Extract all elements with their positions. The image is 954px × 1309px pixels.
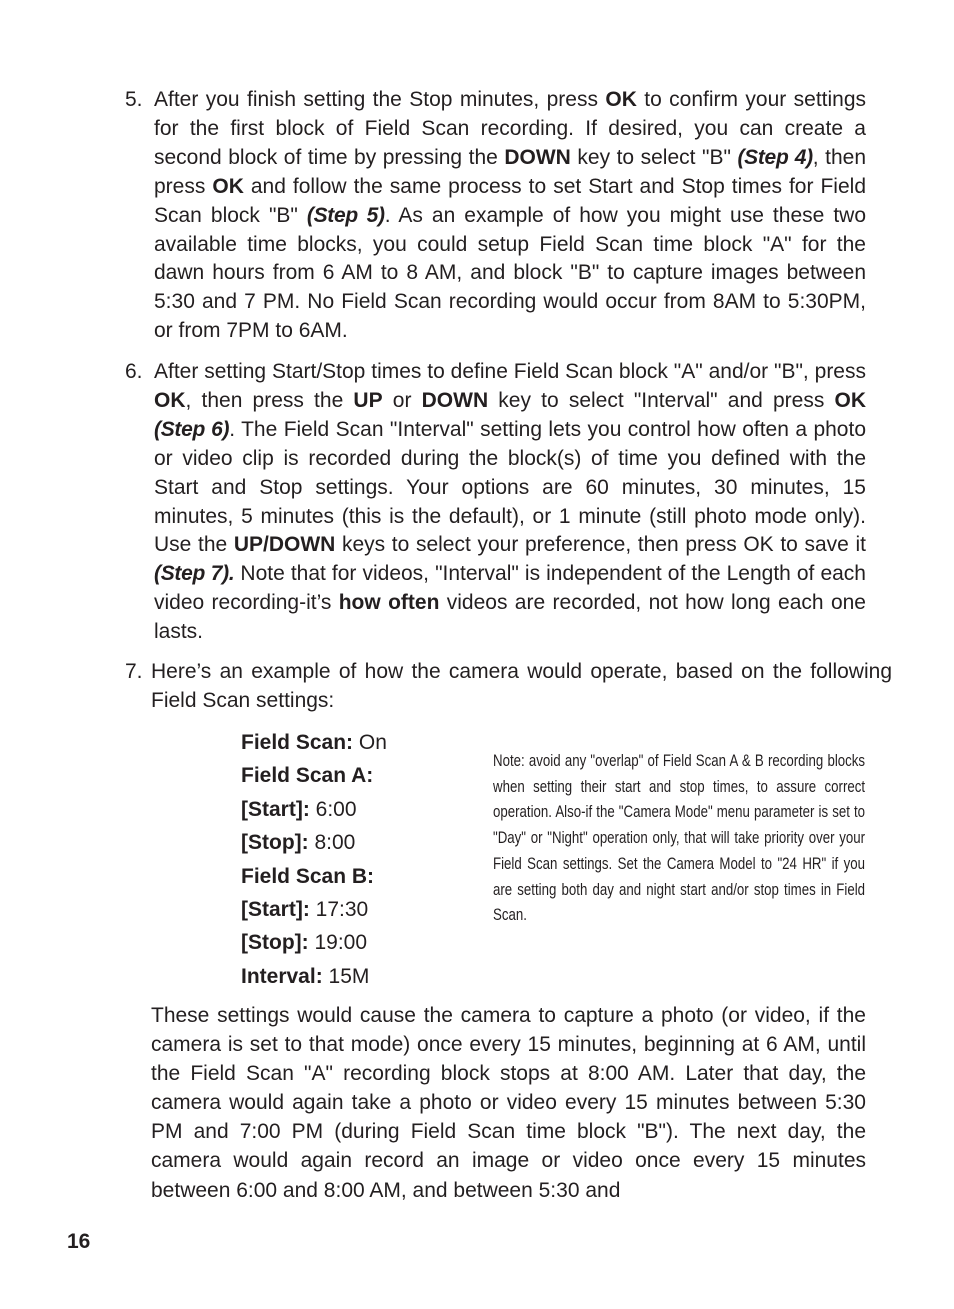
step-number: 6.: [125, 360, 143, 383]
settings-row: [241, 860, 387, 893]
text-run: or: [382, 388, 422, 412]
settings-row: [241, 726, 387, 759]
step-reference: (Step 6): [154, 417, 230, 441]
step-7-paragraph: [125, 658, 892, 716]
key-ok: OK: [212, 174, 244, 198]
settings-row: [241, 826, 387, 859]
step-reference: (Step 7).: [154, 562, 235, 586]
key-down: DOWN: [421, 388, 489, 412]
text-run: keys to select your preference, then press OK to save it: [335, 533, 866, 557]
key-updown: UP/DOWN: [233, 533, 336, 557]
setting-label: Field Scan B:: [241, 864, 375, 888]
settings-list: [241, 726, 387, 993]
key-ok: OK: [834, 388, 867, 412]
closing-paragraph: These settings would cause the camera to capture a photo (or video, if the camera is set to that mode) once every 15 minutes, beginning at 6 AM, until the Field Scan "A" recording block stops at 8:00 AM. Later that day, the camera would again take a photo or video every 15 minutes between 5:30 PM and 7:00 PM (during Field Scan time block "B"). The next day, the camera would again record an image or video once every 15 minutes between 6:00 and 8:00 AM, and between 5:30 and: [151, 1004, 866, 1202]
setting-value: On: [353, 731, 387, 754]
setting-value: 15M: [322, 964, 370, 988]
setting-label: [Start]:: [241, 797, 310, 821]
text-run: key to select "B": [570, 145, 738, 169]
setting-label: Field Scan:: [241, 731, 354, 754]
setting-label: [Start]:: [241, 898, 310, 922]
text-run: , then press: [154, 145, 867, 198]
step-5-paragraph: [125, 86, 866, 346]
setting-value: 19:00: [308, 931, 368, 955]
text-run: and follow the same process to set Start and Stop times for Field Scan block "B": [154, 174, 866, 227]
setting-value: 8:00: [308, 831, 356, 855]
text-run: After you finish setting the Stop minutes, press: [154, 88, 606, 111]
step-reference: (Step 5): [306, 203, 385, 227]
setting-value: 17:30: [309, 898, 369, 922]
settings-row: [241, 793, 387, 826]
settings-row: [241, 960, 387, 993]
text-run: After setting Start/Stop times to define Field Scan block "A" and/or "B", press: [154, 360, 866, 383]
setting-value: 6:00: [309, 797, 357, 821]
step-reference: (Step 4): [737, 145, 813, 169]
key-ok: OK: [154, 388, 186, 412]
text-run: . As an example of how you might use these two available time blocks, you could setup Field Scan time block "A" for the dawn hours from 6 AM to 8 AM, and block "B" to capture images between 5:30 and 7 PM. No Field Scan recording would occur from 8AM to 5:30PM, or from 7PM to 6AM.: [154, 203, 867, 343]
step-number: 5.: [125, 88, 143, 111]
text-run: Here’s an example of how the camera would operate, based on the following Field Scan settings:: [151, 660, 892, 712]
key-ok: OK: [605, 88, 637, 111]
step-6-paragraph: [125, 358, 866, 647]
key-down: DOWN: [504, 145, 571, 169]
text-run: key to select "Interval" and press: [488, 388, 835, 412]
text-run: videos are recorded, not how long each one lasts.: [154, 591, 866, 644]
page-number: 16: [67, 1230, 91, 1253]
emphasis-how-often: how often: [338, 591, 440, 615]
step-text: [154, 86, 866, 346]
settings-row: [241, 893, 387, 926]
step-text: [154, 358, 866, 647]
settings-row: [241, 926, 387, 959]
step-number: 7.: [125, 660, 143, 683]
text-run: Note that for videos, "Interval" is independent of the Length of each video recording-it’s: [154, 562, 866, 615]
setting-label: Interval:: [241, 964, 323, 988]
text-run: to confirm your settings for the first block of Field Scan recording. If desired, you can create a second block of time by pressing the: [154, 88, 867, 169]
step-text: [125, 658, 892, 716]
setting-label: Field Scan A:: [241, 764, 374, 788]
text-run: , then press the: [185, 388, 354, 412]
side-note: Note: avoid any "overlap" of Field Scan A & B recording blocks when setting their start and stop times, to assure correct operation. Also-if the "Camera Mode" menu parameter is set to "Day" or "Night" operation only, that will take priority over your Field Scan settings. Set the Camera Model to "24 HR" if you are setting both day and night start and/or stop times in Field Scan.: [493, 751, 866, 925]
settings-row: [241, 759, 387, 792]
text-run: . The Field Scan "Interval" setting lets you control how often a photo or video clip is recorded during the block(s) of time you defined with the Start and Stop settings. Your options are 60 minutes, 30 minutes, 15 minutes, 5 minutes (this is the default), or 1 minute (still photo mode only). Use the: [154, 417, 866, 557]
key-up: UP: [353, 388, 383, 412]
setting-label: [Stop]:: [241, 931, 309, 955]
setting-label: [Stop]:: [241, 831, 309, 855]
